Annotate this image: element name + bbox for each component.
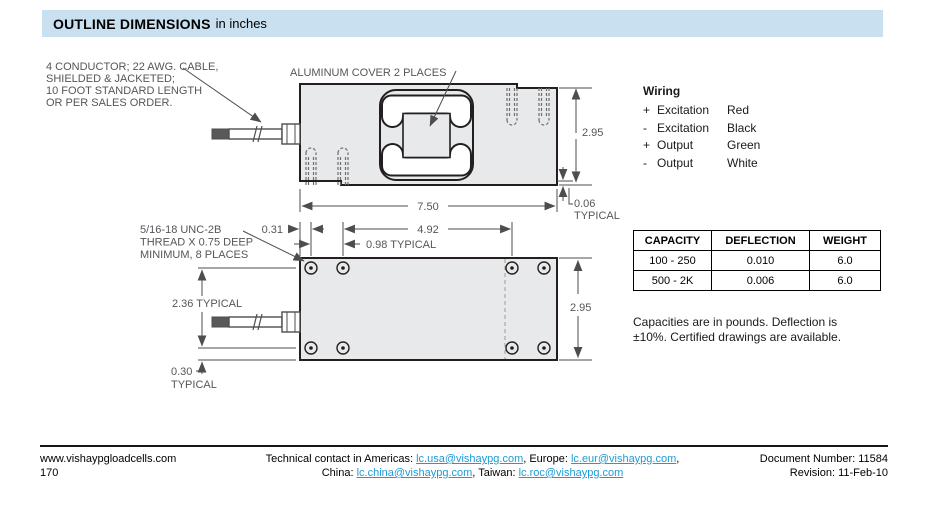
dim-top-height: 2.95: [582, 127, 604, 139]
contact-text: China:: [321, 467, 357, 479]
col-header-capacity: CAPACITY: [634, 231, 712, 251]
capacity-note-line1: Capacities are in pounds. Deflection is: [633, 315, 838, 329]
dim-hole-span: 4.92: [417, 224, 439, 236]
wiring-name: Output: [657, 155, 694, 170]
page-title-units: in inches: [215, 16, 267, 31]
wiring-name: Excitation: [657, 120, 710, 135]
footer-contact-line2: [205, 466, 740, 480]
top-view: [212, 84, 557, 185]
wiring-row: [643, 155, 760, 173]
wiring-sign: -: [643, 155, 647, 170]
cell-weight: 6.0: [810, 271, 881, 291]
bottom-view: [212, 258, 557, 360]
footer-right: [760, 452, 888, 480]
footer-rule: [40, 445, 888, 447]
table-row: [634, 271, 881, 291]
dim-step: 0.06: [574, 198, 596, 210]
dim-hole-pitch: 0.98 TYPICAL: [366, 239, 437, 251]
wiring-name: Excitation: [657, 103, 710, 117]
footer-doc-number: Document Number: 11584: [759, 453, 888, 465]
wiring-sign: +: [643, 138, 651, 152]
footer-page-number: 170: [40, 467, 59, 479]
cell-weight: 6.0: [810, 251, 881, 271]
wiring-color: White: [727, 155, 758, 170]
contact-text: , Taiwan:: [472, 467, 519, 479]
cable-top: [212, 124, 300, 144]
col-header-deflection: DEFLECTION: [712, 231, 810, 251]
cable-note-line3: 10 FOOT STANDARD LENGTH: [46, 85, 203, 97]
aluminum-cover: [403, 114, 450, 158]
footer-revision: Revision: 11-Feb-10: [789, 467, 888, 479]
cable-note-line2: SHIELDED & JACKETED;: [46, 73, 175, 85]
wiring-title: Wiring: [643, 84, 681, 98]
cable-note-line4: OR PER SALES ORDER.: [46, 97, 173, 109]
wiring-color: Black: [727, 120, 757, 135]
contact-text: ,: [676, 453, 680, 465]
thread-note-line2: THREAD X 0.75 DEEP: [140, 236, 254, 249]
link-lc-usa[interactable]: lc.usa@vishaypg.com: [416, 453, 524, 465]
footer-left: [40, 452, 176, 480]
contact-text: Technical contact in Americas:: [265, 453, 417, 465]
wiring-legend: [643, 84, 760, 172]
cell-capacity: 100 - 250: [634, 251, 712, 271]
wiring-row: [643, 102, 760, 120]
cable-note-line1: 4 CONDUCTOR; 22 AWG. CABLE,: [46, 61, 219, 73]
capacity-note: [633, 315, 933, 345]
link-lc-eur[interactable]: lc.eur@vishaypg.com: [570, 453, 677, 465]
cell-deflection: 0.010: [712, 251, 810, 271]
dim-base-offset: 0.30: [171, 366, 193, 378]
dim-base-offset-typ: TYPICAL: [171, 379, 217, 391]
page-title: OUTLINE DIMENSIONS: [53, 15, 211, 32]
footer-website[interactable]: www.vishaypgloadcells.com: [40, 453, 177, 465]
wiring-color: Green: [727, 138, 761, 152]
thread-note-line3: MINIMUM, 8 PLACES: [140, 249, 249, 261]
spec-table-header-row: [634, 231, 881, 251]
thread-note-line1: 5/16-18 UNC-2B: [140, 224, 222, 236]
cable-bottom: [212, 312, 300, 332]
wiring-name: Output: [657, 138, 694, 152]
capacity-note-line2: ±10%. Certified drawings are available.: [633, 330, 842, 344]
footer-contact-line1: [205, 452, 740, 466]
link-lc-china[interactable]: lc.china@vishaypg.com: [356, 467, 473, 479]
wiring-row: [643, 120, 760, 138]
contact-text: , Europe:: [523, 453, 571, 465]
dim-step-typ: TYPICAL: [574, 210, 620, 222]
dim-row-pitch: 2.36 TYPICAL: [172, 298, 243, 310]
col-header-weight: WEIGHT: [810, 231, 881, 251]
table-row: [634, 251, 881, 271]
link-lc-roc[interactable]: lc.roc@vishaypg.com: [518, 467, 624, 479]
dim-width: 7.50: [417, 201, 439, 213]
wiring-row: [643, 137, 760, 155]
spec-table: [633, 230, 881, 291]
dim-bottom-height: 2.95: [570, 302, 592, 314]
dim-edge-offset: 0.31: [261, 224, 283, 236]
cell-capacity: 500 - 2K: [634, 271, 712, 291]
wiring-sign: -: [643, 120, 647, 135]
cell-deflection: 0.006: [712, 271, 810, 291]
footer-contacts: [205, 452, 740, 480]
cover-note: ALUMINUM COVER 2 PLACES: [290, 67, 447, 79]
wiring-sign: +: [643, 103, 651, 117]
wiring-color: Red: [727, 103, 750, 117]
